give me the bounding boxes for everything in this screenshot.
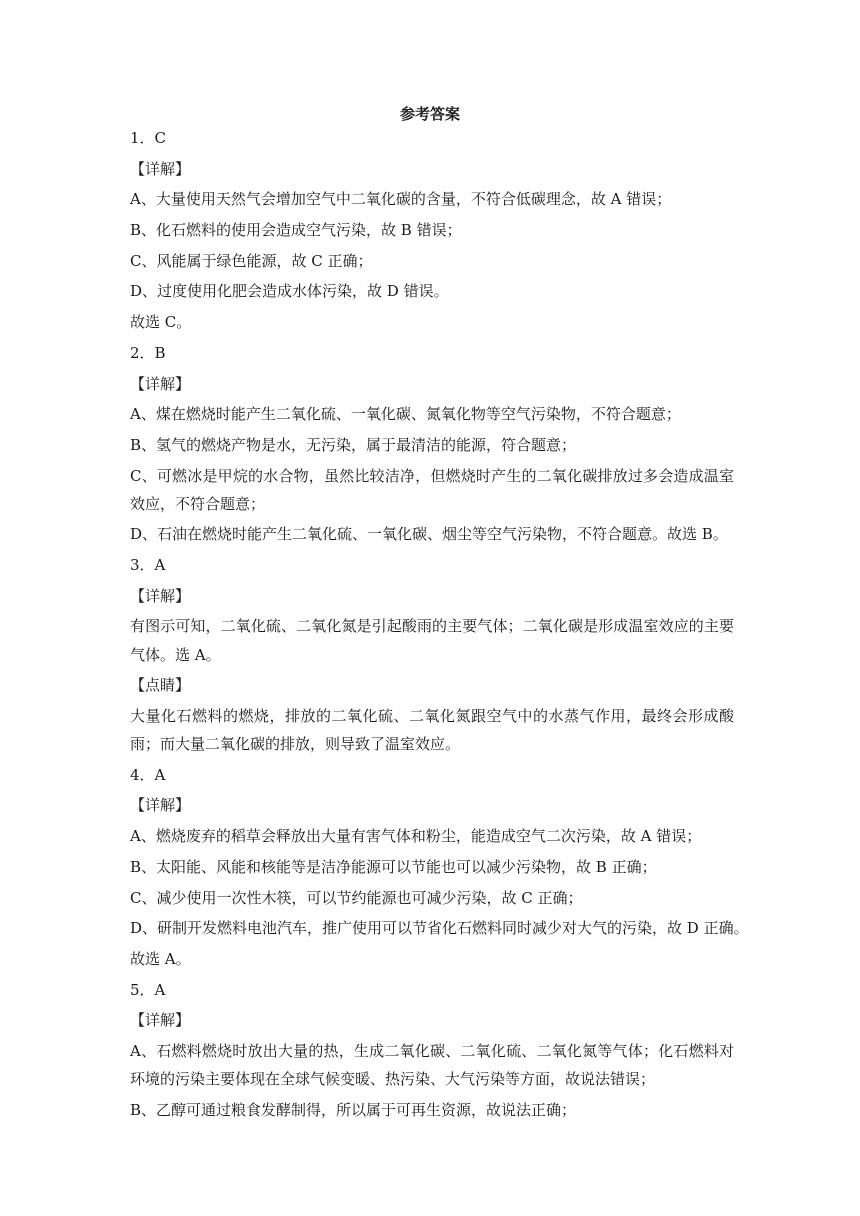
explanation-line: B、化石燃料的使用会造成空气污染，故 B 错误； [130, 221, 462, 240]
explanation-line: C、减少使用一次性木筷，可以节约能源也可减少污染，故 C 正确； [130, 888, 583, 907]
explanation-line: B、乙醇可通过粮食发酵制得，所以属于可再生资源，故说法正确； [130, 1100, 577, 1119]
section-label-detail: 【详解】 [130, 159, 191, 178]
explanation-paragraph: 有图示可知，二氧化硫、二氧化氮是引起酸雨的主要气体；二氧化碳是形成温室效应的主要气体。选 A。 [130, 617, 734, 664]
page-title: 参考答案 [399, 105, 460, 123]
explanation-line: A、煤在燃烧时能产生二氧化硫、一氧化碳、氮氧化物等空气污染物，不符合题意； [130, 405, 681, 424]
answer-number-3: 3．A [130, 556, 166, 575]
answer-conclusion: 故选 C。 [130, 313, 192, 332]
section-label-detail: 【详解】 [130, 796, 191, 815]
explanation-line: B、太阳能、风能和核能等是洁净能源可以节能也可以减少污染物，故 B 正确； [130, 857, 657, 876]
answer-conclusion: 故选 A。 [130, 949, 191, 968]
section-label-detail: 【详解】 [130, 1011, 191, 1030]
answer-number-5: 5．A [130, 980, 166, 999]
explanation-paragraph: C、可燃冰是甲烷的水合物，虽然比较洁净，但燃烧时产生的二氧化碳排放过多会造成温室效应，不符合题意； [130, 466, 734, 513]
answer-content [130, 123, 749, 1125]
explanation-paragraph: 大量化石燃料的燃烧，排放的二氧化硫、二氧化氮跟空气中的水蒸气作用，最终会形成酸雨；而大量二氧化碳的排放，则导致了温室效应。 [130, 706, 734, 754]
answer-number-1: 1．C [130, 129, 167, 147]
explanation-line: D、研制开发燃料电池汽车，推广使用可以节省化石燃料同时减少对大气的污染，故 D 正确。 [130, 919, 749, 938]
section-label-tip: 【点睛】 [130, 676, 191, 695]
explanation-paragraph: A、石燃料燃烧时放出大量的热，生成二氧化碳、二氧化硫、二氧化氮等气体；化石燃料对环境的污染主要体现在全球气候变暖、热污染、大气污染等方面，故说法错误； [130, 1041, 734, 1089]
explanation-line: D、过度使用化肥会造成水体污染，故 D 错误。 [130, 282, 449, 301]
section-label-detail: 【详解】 [130, 586, 191, 605]
explanation-line: B、氢气的燃烧产物是水，无污染，属于最清洁的能源，符合题意； [130, 435, 577, 454]
answer-number-4: 4．A [130, 765, 166, 784]
section-label-detail: 【详解】 [130, 374, 191, 393]
explanation-line: D、石油在燃烧时能产生二氧化硫、一氧化碳、烟尘等空气污染物，不符合题意。故选 B。 [130, 525, 728, 544]
explanation-line: A、大量使用天然气会增加空气中二氧化碳的含量，不符合低碳理念，故 A 错误； [130, 190, 672, 209]
answer-number-2: 2．B [130, 343, 166, 362]
explanation-line: C、风能属于绿色能源，故 C 正确； [130, 251, 373, 270]
explanation-line: A、燃烧废弃的稻草会释放出大量有害气体和粉尘，能造成空气二次污染，故 A 错误； [130, 827, 702, 846]
